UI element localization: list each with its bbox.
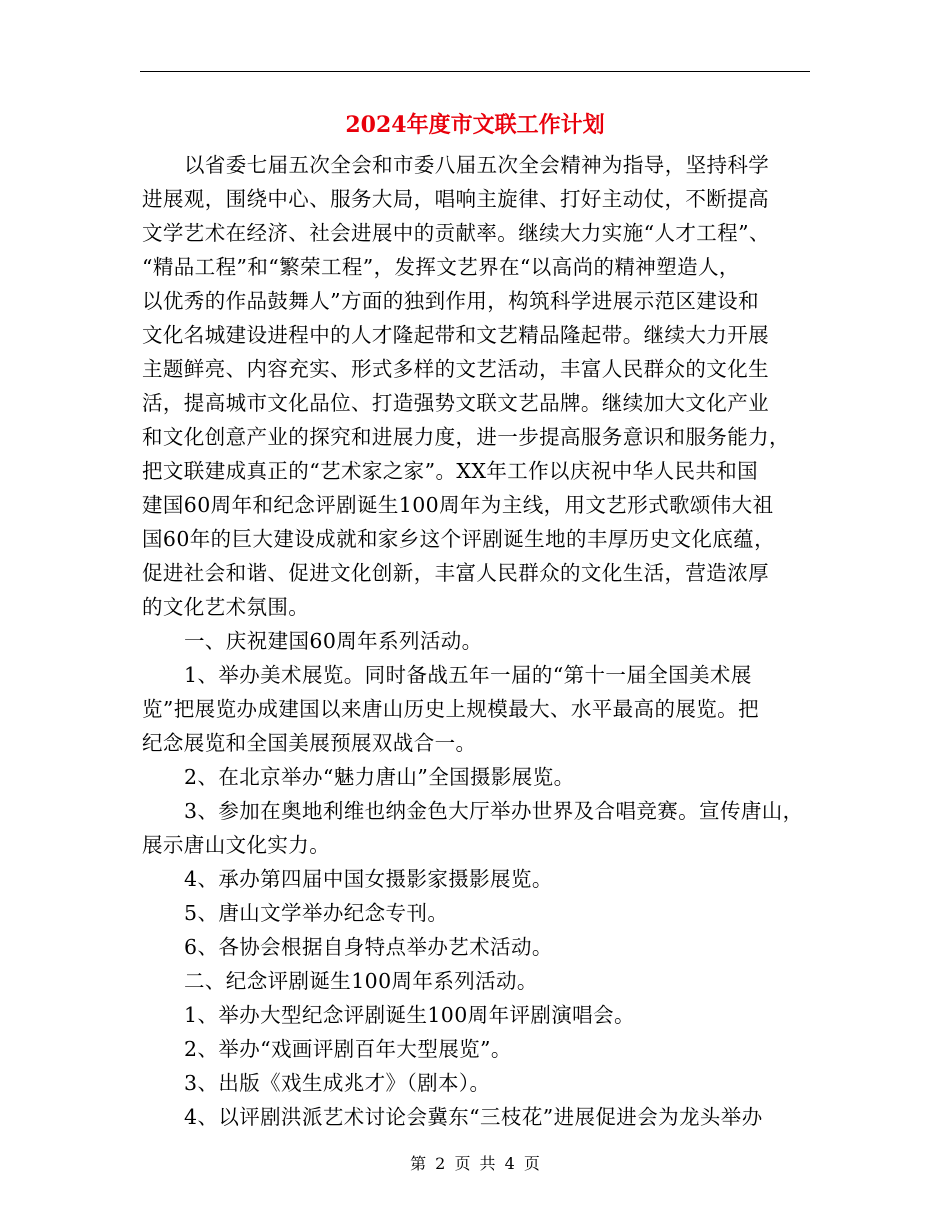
body-line: 主题鲜亮、内容充实、形式多样的文艺活动，丰富人民群众的文化生 [142, 357, 769, 381]
page-number: 第 2 页 共 4 页 [410, 1154, 540, 1173]
list-item: 6、各协会根据自身特点举办艺术活动。 [184, 935, 553, 959]
body-line: 纪念展览和全国美展预展双战合一。 [142, 731, 477, 755]
document-title: 2024年度市文联工作计划 [345, 112, 605, 138]
body-line: 活，提高城市文化品位、打造强势文联文艺品牌。继续加大文化产业 [142, 391, 769, 415]
section-heading: 二、纪念评剧诞生100周年系列活动。 [184, 969, 538, 993]
body-line: 国60年的巨大建设成就和家乡这个评剧诞生地的丰厚历史文化底蕴， [142, 527, 775, 551]
body-line: 以优秀的作品鼓舞人”方面的独到作用，构筑科学进展示范区建设和 [142, 289, 759, 313]
list-item: 2、在北京举办“魅力唐山”全国摄影展览。 [184, 765, 575, 789]
body-line: 以省委七届五次全会和市委八届五次全会精神为指导，坚持科学 [184, 153, 770, 177]
list-item: 2、举办“戏画评剧百年大型展览”。 [184, 1037, 512, 1061]
list-item: 3、参加在奥地利维也纳金色大厅举办世界及合唱竞赛。宣传唐山， [184, 799, 804, 823]
body-line: 建国60周年和纪念评剧诞生100周年为主线，用文艺形式歌颂伟大祖 [142, 493, 774, 517]
list-item: 1、举办美术展览。同时备战五年一届的“第十一届全国美术展 [184, 663, 752, 687]
header-rule [140, 71, 810, 72]
body-line: 把文联建成真正的“艺术家之家”。XX年工作以庆祝中华人民共和国 [142, 459, 759, 483]
body-line: 览”把展览办成建国以来唐山历史上规模最大、水平最高的展览。把 [142, 697, 759, 721]
section-heading: 一、庆祝建国60周年系列活动。 [184, 629, 483, 653]
body-line: 进展观，围绕中心、服务大局，唱响主旋律、打好主动仗，不断提高 [142, 187, 769, 211]
body-line: 和文化创意产业的探究和进展力度，进一步提高服务意识和服务能力， [142, 425, 790, 449]
body-line: 的文化艺术氛围。 [142, 595, 310, 619]
body-line: 促进社会和谐、促进文化创新，丰富人民群众的文化生活，营造浓厚 [142, 561, 769, 585]
list-item: 3、出版《戏生成兆才》（剧本）。 [184, 1071, 491, 1095]
list-item: 4、承办第四届中国女摄影家摄影展览。 [184, 867, 553, 891]
list-item: 1、举办大型纪念评剧诞生100周年评剧演唱会。 [184, 1003, 635, 1027]
list-item: 5、唐山文学举办纪念专刊。 [184, 901, 449, 925]
list-item: 4、以评剧洪派艺术讨论会冀东“三枝花”进展促进会为龙头举办 [184, 1105, 763, 1129]
body-line: 文学艺术在经济、社会进展中的贡献率。继续大力实施“人才工程”、 [142, 221, 770, 245]
body-line: 文化名城建设进程中的人才隆起带和文艺精品隆起带。继续大力开展 [142, 323, 769, 347]
body-line: 展示唐山文化实力。 [142, 833, 331, 857]
body-line: “精品工程”和“繁荣工程”，发挥文艺界在“以高尚的精神塑造人， [142, 255, 740, 279]
